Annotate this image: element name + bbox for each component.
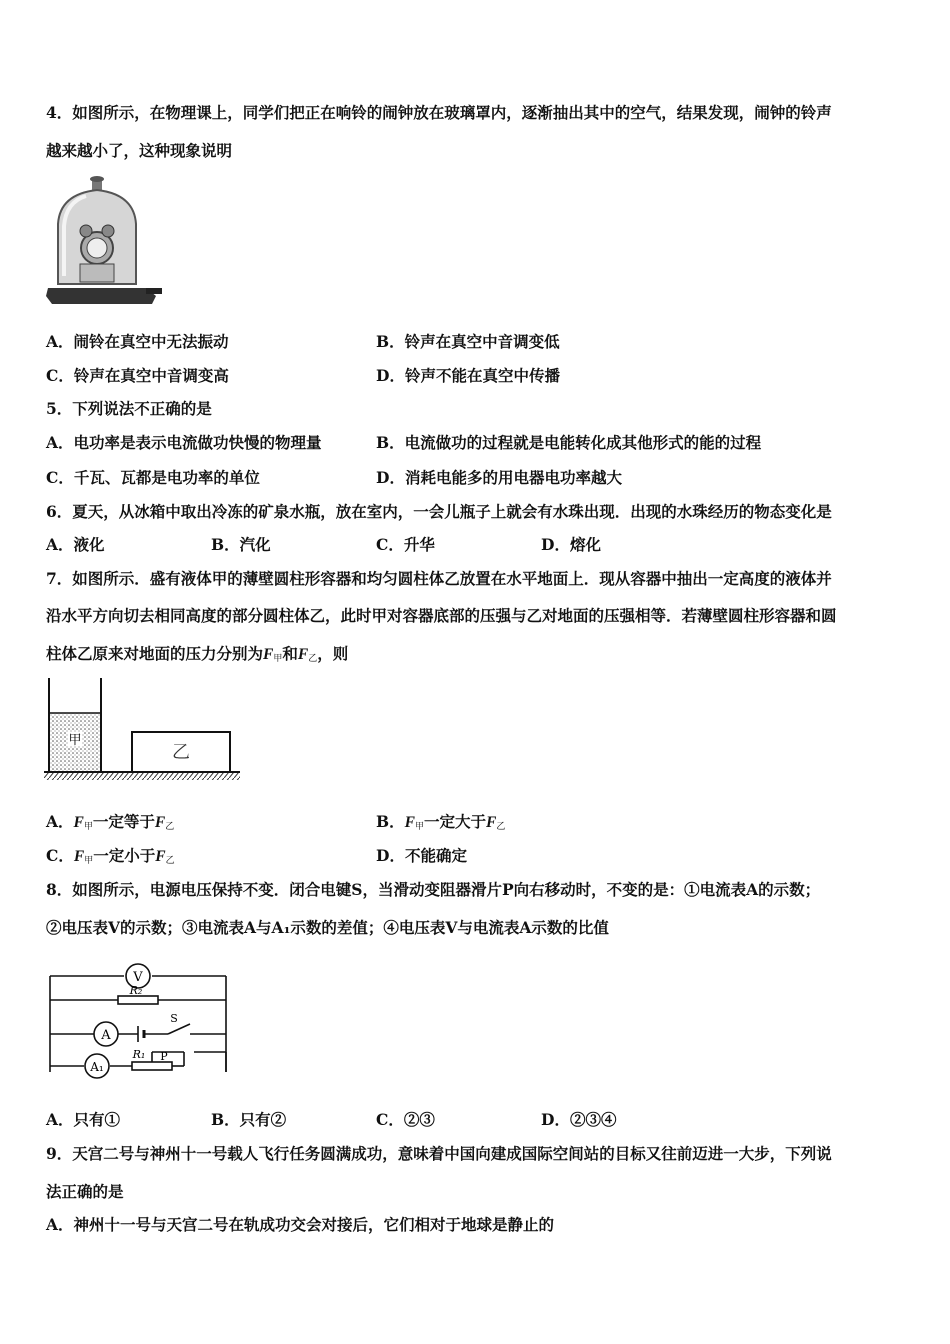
q8-stem-line1: 8．如图所示，电源电压保持不变．闭合电键S，当滑动变阻器滑片P向右移动时，不变的是：①电流表A的示数； [46, 880, 821, 899]
q8-option-a: A．只有① [46, 1110, 121, 1129]
q8-stem-line2: ②电压表V的示数；③电流表A与A₁示数的差值；④电压表V与电流表A示数的比值 [46, 918, 609, 937]
q6-stem: 6．夏天，从冰箱中取出冷冻的矿泉水瓶，放在室内，一会儿瓶子上就会有水珠出现．出现的水珠经历的物态变化是 [46, 502, 832, 521]
q7-option-a: A．$F_甲$一定等于$F_乙$ [46, 812, 175, 832]
q6-option-d: D．熔化 [541, 535, 601, 554]
q5-option-d: D．消耗电能多的用电器电功率越大 [376, 468, 622, 487]
force-symbol: F [73, 814, 84, 831]
bell-jar-illustration [46, 176, 164, 308]
q4-option-d: D．铃声不能在真空中传播 [376, 366, 560, 385]
q9-stem-line2: 法正确的是 [46, 1182, 124, 1201]
q4-stem-line1: 4．如图所示，在物理课上，同学们把正在响铃的闹钟放在玻璃罩内，逐渐抽出其中的空气，结果发现，闹钟的铃声 [46, 103, 832, 122]
q7-option-c: C．$F_甲$一定小于$F_乙$ [46, 846, 175, 866]
svg-text:A₁: A₁ [90, 1060, 104, 1074]
q4-option-b: B．铃声在真空中音调变低 [376, 332, 560, 351]
circuit-diagram [44, 952, 234, 1084]
yi-label: 乙 [172, 742, 190, 763]
q7-option-b: B．$F_甲$一定大于$F_乙$ [376, 812, 506, 832]
q4-option-c: C．铃声在真空中音调变高 [46, 366, 229, 385]
jia-label: 甲 [68, 733, 82, 748]
force-symbol: F [263, 646, 274, 663]
q7-stem-line2: 沿水平方向切去相同高度的部分圆柱体乙，此时甲对容器底部的压强与乙对地面的压强相等．若薄壁圆柱形容器和圆 [46, 606, 837, 625]
svg-text:A: A [101, 1028, 111, 1043]
q5-option-b: B．电流做功的过程就是电能转化成其他形式的能的过程 [376, 433, 762, 452]
q9-stem-line1: 9．天宫二号与神州十一号载人飞行任务圆满成功，意味着中国向建成国际空间站的目标又往前迈进一大步，下列说 [46, 1144, 832, 1163]
q5-option-c: C．千瓦、瓦都是电功率的单位 [46, 468, 260, 487]
q7-option-d: D．不能确定 [376, 846, 467, 865]
svg-text:V: V [133, 970, 143, 985]
circuit-figure [44, 952, 234, 1084]
q6-option-b: B．汽化 [211, 535, 271, 554]
force-symbol: F [73, 848, 85, 865]
svg-text:R₂: R₂ [129, 984, 143, 997]
container-cylinder-diagram [44, 676, 240, 782]
force-symbol: F [154, 814, 166, 831]
q8-option-d: D．②③④ [541, 1110, 617, 1129]
q9-option-a: A．神州十一号与天宫二号在轨成功交会对接后，它们相对于地球是静止的 [46, 1215, 555, 1234]
q8-option-c: C．②③ [376, 1110, 435, 1129]
force-symbol: F [155, 848, 166, 865]
svg-text:S: S [170, 1012, 178, 1025]
force-symbol: F [297, 646, 309, 663]
q8-option-b: B．只有② [211, 1110, 287, 1129]
q4-option-a: A．闹铃在真空中无法振动 [46, 332, 229, 351]
q7-stem-line1: 7．如图所示．盛有液体甲的薄壁圆柱形容器和均匀圆柱体乙放置在水平地面上．现从容器中抽出一定高度的液体并 [46, 569, 832, 588]
q5-option-a: A．电功率是表示电流做功快慢的物理量 [46, 433, 322, 452]
q5-stem: 5．下列说法不正确的是 [46, 399, 212, 418]
force-symbol: F [404, 814, 415, 831]
bell-jar-figure [46, 176, 164, 308]
force-symbol: F [485, 814, 497, 831]
svg-text:P: P [160, 1050, 168, 1063]
q6-option-a: A．液化 [46, 535, 105, 554]
q4-stem-line2: 越来越小了，这种现象说明 [46, 141, 233, 160]
q6-option-c: C．升华 [376, 535, 435, 554]
q7-stem-line3: 柱体乙原来对地面的压力分别为$F_甲$和$F_乙$，则 [46, 644, 349, 664]
svg-text:R₁: R₁ [132, 1048, 146, 1061]
container-cylinder-figure [44, 676, 240, 782]
